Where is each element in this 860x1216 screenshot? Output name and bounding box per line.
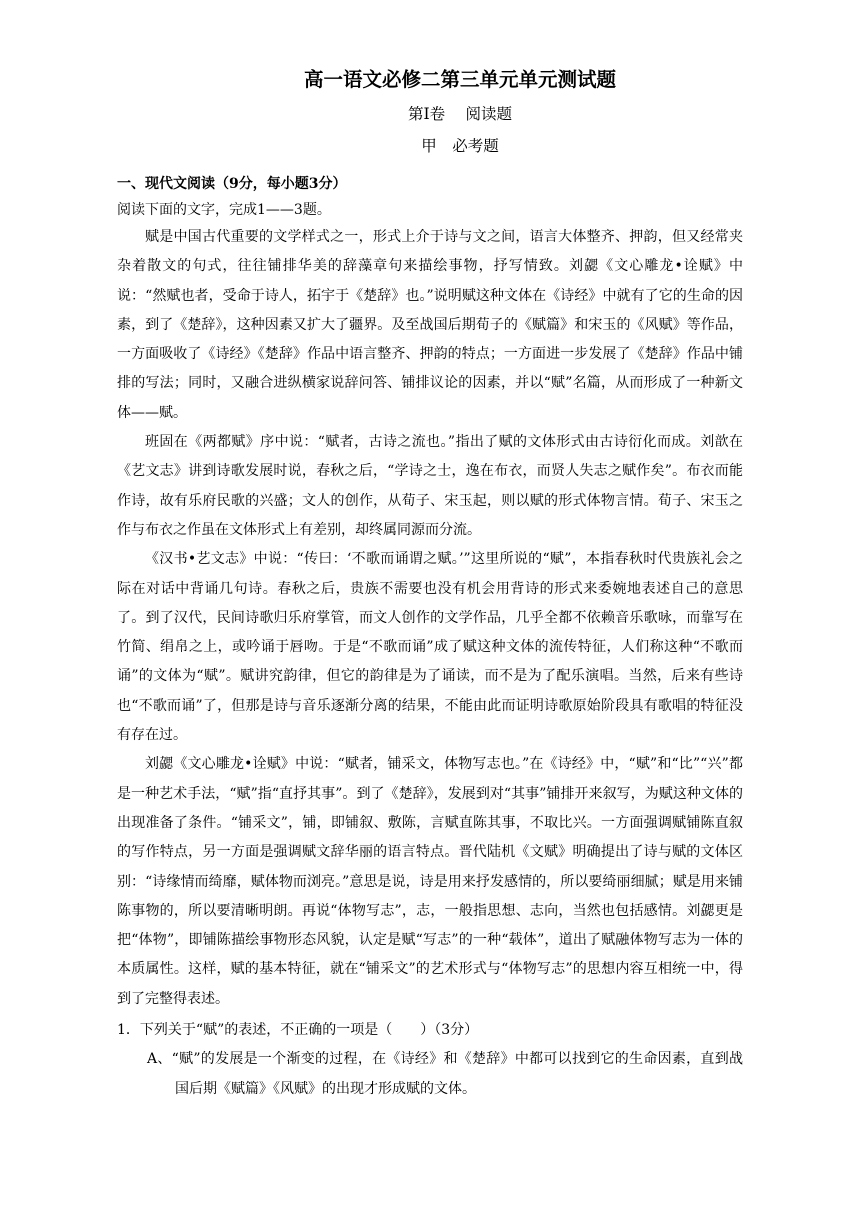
passage-paragraph-4: 刘勰《文心雕龙•诠赋》中说：“赋者，铺采文，体物写志也。”在《诗经》中，“赋”和“比”“兴”都是一种艺术手法，“赋”指“直抒其事”。到了《楚辞》，发展到对“其事”铺排开来叙写，为赋这种文体的出现准备了条件。“铺采文”，铺，即铺叙、敷陈，言赋直陈其事，不取比兴。一方面强调赋铺陈直叙的写作特点，另一方面是强调赋文辞华丽的语言特点。晋代陆机《文赋》明确提出了诗与赋的文体区别：“诗缘情而绮靡，赋体物而浏亮。”意思是说，诗是用来抒发感情的，所以要绮丽细腻；赋是用来铺陈事物的，所以要清晰明朗。再说“体物写志”，志，一般指思想、志向，当然也包括感情。刘勰更是把“体物”，即铺陈描绘事物形态风貌，认定是赋“写志”的一种“载体”，道出了赋融体物写志为一体的本质属性。这样，赋的基本特征，就在“铺采文”的艺术形式与“体物写志”的思想内容互相统一中，得到了完整得表述。 xyxy=(117,756,743,1007)
passage-paragraph-3: 《汉书•艺文志》中说：“传曰：‘不歌而诵谓之赋。’”这里所说的“赋”，本指春秋时代贵族礼会之际在对话中背诵几句诗。春秋之后，贵族不需要也没有机会用背诗的形式来委婉地表述自己的意思了。到了汉代，民间诗歌归乐府掌管，而文人创作的文学作品，几乎全都不依赖音乐歌咏，而靠写在竹简、绢帛之上，或吟诵于唇吻。于是“不歌而诵”成了赋这种文体的流传特征，人们称这种“不歌而诵”的文体为“赋”。赋讲究韵律，但它的韵律是为了诵读，而不是为了配乐演唱。当然，后来有些诗也“不歌而诵”了，但那是诗与音乐逐渐分离的结果，不能由此而证明诗歌原始阶段具有歌唱的特征没有存在过。 xyxy=(117,551,743,744)
reading-instruction: 阅读下面的文字，完成1——3题。 xyxy=(117,202,331,218)
page-title: 高一语文必修二第三单元单元测试题 xyxy=(303,68,616,91)
passage-paragraph-2: 班固在《两都赋》序中说：“赋者，古诗之流也。”指出了赋的文体形式由古诗衍化而成。刘歆在《艺文志》讲到诗歌发展时说，春秋之后，“学诗之士，逸在布衣，而贤人失志之赋作矣”。布衣而能作诗，故有乐府民歌的兴盛；文人的创作，从荀子、宋玉起，则以赋的形式体物言情。荀子、宋玉之作与布衣之作虽在文体形式上有差别，却终属同源而分流。 xyxy=(117,434,743,538)
passage-paragraph-1: 赋是中国古代重要的文学样式之一，形式上介于诗与文之间，语言大体整齐、押韵，但又经常夹杂着散文的句式，往往铺排华美的辞藻章句来描绘事物，抒写情致。刘勰《文心雕龙•诠赋》中说：“然赋也者，受命于诗人，拓宇于《楚辞》也。”说明赋这种文体在《诗经》中就有了它的生命的因素，到了《楚辞》，这种因素又扩大了疆界。及至战国后期荀子的《赋篇》和宋玉的《风赋》等作品，一方面吸收了《诗经》《楚辞》作品中语言整齐、押韵的特点；一方面进一步发展了《楚辞》作品中铺排的写法；同时，又融合进纵横家说辞问答、铺排议论的因素，并以“赋”名篇，从而形成了一种新文体——赋。 xyxy=(117,229,743,421)
volume-heading: 第Ⅰ卷 阅读题 xyxy=(407,105,513,123)
section-heading: 一、现代文阅读（9分，每小题3分） xyxy=(117,176,347,192)
question-1: 1．下列关于“赋”的表述，不正确的一项是（ ）（3分） xyxy=(117,1022,479,1039)
question-1-option-a: A、“赋”的发展是一个渐变的过程，在《诗经》和《楚辞》中都可以找到它的生命因素，直到战国后期《赋篇》《风赋》的出现才形成赋的文体。 xyxy=(147,1051,743,1097)
part-heading: 甲 必考题 xyxy=(421,137,499,155)
